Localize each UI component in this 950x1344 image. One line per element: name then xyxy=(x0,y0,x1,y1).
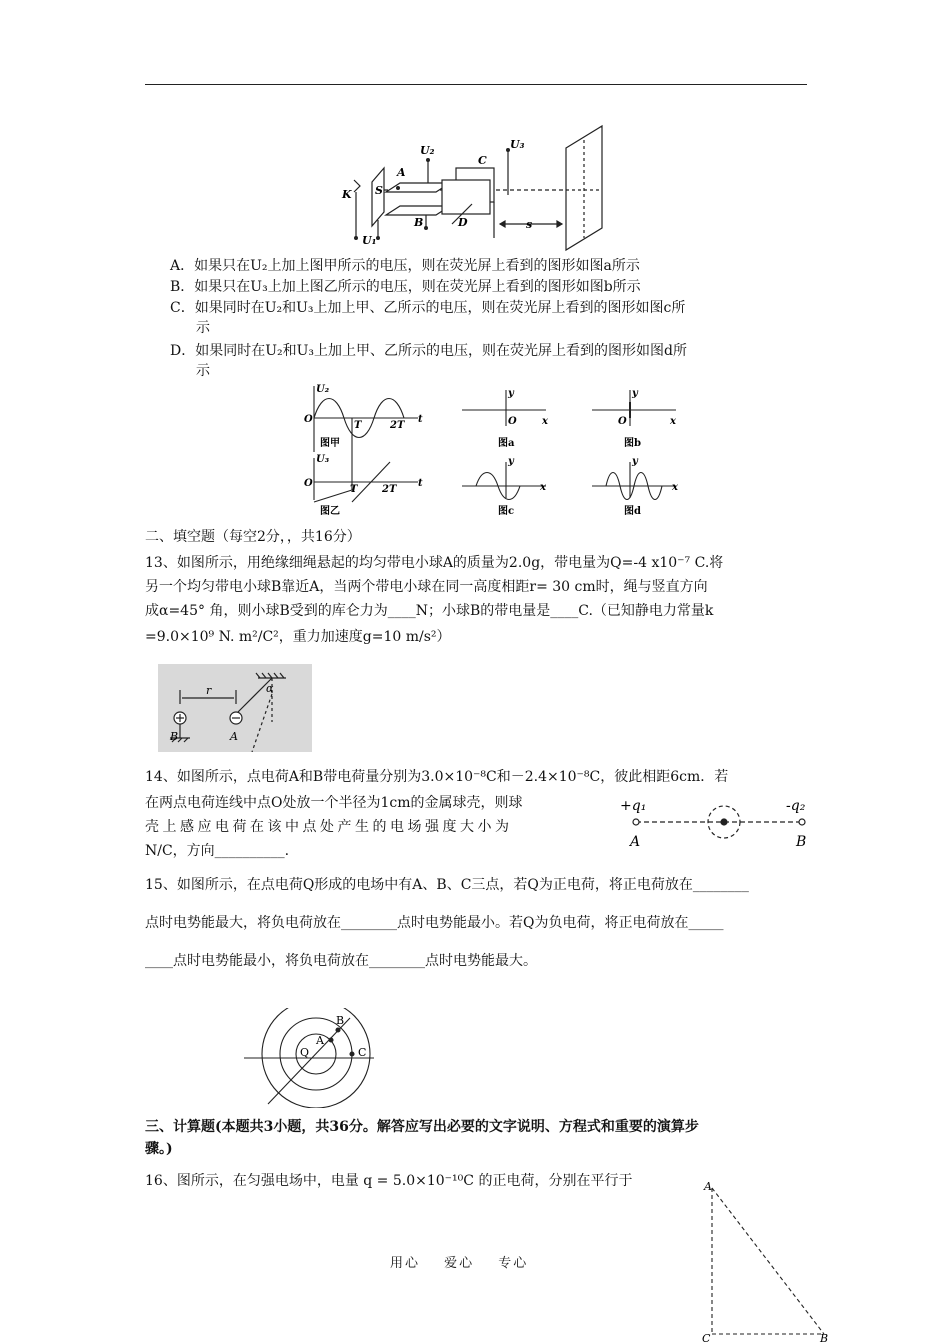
label-U2: U₂ xyxy=(420,144,435,157)
q14-line4: N/C，方向__________. xyxy=(145,843,290,859)
graph-o2: O xyxy=(304,478,313,489)
option-d-line1: D．如果同时在U₂和U₃上加上甲、乙所示的电压，则在荧光屏上看到的图形如图d所 xyxy=(170,343,688,359)
q15-figure xyxy=(240,1008,380,1108)
graph-t-axis2: t xyxy=(418,478,423,489)
q16-label-b: B xyxy=(820,1332,829,1344)
graph-u3: U₃ xyxy=(316,454,330,465)
graph-2t2: 2T xyxy=(382,484,397,495)
graph-t2: T xyxy=(350,484,358,495)
q15-label-b: B xyxy=(336,1014,345,1027)
graph-c-x: x xyxy=(540,482,546,493)
label-U3: U₃ xyxy=(510,138,525,151)
q16-figure xyxy=(700,1178,840,1344)
q14-label-a: A xyxy=(630,834,641,850)
graph-o1: O xyxy=(304,414,313,425)
q15-line1: 15、如图所示，在点电荷Q形成的电场中有A、B、C三点，若Q为正电荷，将正电荷放在________ xyxy=(145,877,749,893)
label-B: B xyxy=(414,216,424,229)
graph-2t1: 2T xyxy=(390,420,405,431)
graph-u2: U₂ xyxy=(316,384,330,395)
header-rule xyxy=(145,84,807,85)
label-S: S xyxy=(375,184,383,197)
q16-line1: 16、图所示，在匀强电场中，电量 q = 5.0×10⁻¹⁰C 的正电荷，分别在平行于 xyxy=(145,1173,633,1189)
graph-t1: T xyxy=(354,420,362,431)
q14-label-q1: +q₁ xyxy=(620,798,647,814)
graph-d-label: 图d xyxy=(624,506,641,517)
option-a: A．如果只在U₂上加上图甲所示的电压，则在荧光屏上看到的图形如图a所示 xyxy=(170,258,640,274)
q15-label-q: Q xyxy=(300,1046,310,1059)
section-3-heading-cont: 骤。) xyxy=(145,1141,173,1157)
graph-d-x: x xyxy=(672,482,678,493)
option-d-line2: 示 xyxy=(196,363,210,379)
q13-line1: 13、如图所示，用绝缘细绳悬起的均匀带电小球A的质量为2.0g，带电量为Q=-4 x10⁻⁷ C.将 xyxy=(145,555,724,571)
graph-c-y: y xyxy=(508,456,514,467)
q14-label-b: B xyxy=(796,834,807,850)
graph-t-axis1: t xyxy=(418,414,423,425)
option-b: B．如果只在U₃上加上图乙所示的电压，则在荧光屏上看到的图形如图b所示 xyxy=(170,279,641,295)
q13-line4: =9.0×10⁹ N. m²/C²，重力加速度g=10 m/s²） xyxy=(145,629,451,645)
graph-a-x: x xyxy=(542,416,548,427)
graph-b-x: x xyxy=(670,416,676,427)
graph-jia-label: 图甲 xyxy=(320,438,340,449)
label-U1: U₁ xyxy=(362,234,377,247)
q16-label-c: C xyxy=(702,1332,711,1344)
graph-d-y: y xyxy=(632,456,638,467)
oscilloscope-diagram xyxy=(338,120,614,255)
label-s: s xyxy=(526,218,533,231)
graph-yi-label: 图乙 xyxy=(320,506,340,517)
q13-label-b: B xyxy=(170,730,179,743)
q13-line3: 成α=45° 角，则小球B受到的库仑力为____N；小球B的带电量是____C.（已知静电力常量k xyxy=(145,603,714,619)
q13-label-r: r xyxy=(206,684,212,697)
q13-line2: 另一个均匀带电小球B靠近A，当两个带电小球在同一高度相距r= 30 cm时，绳与竖直方向 xyxy=(145,579,708,595)
graph-b-label: 图b xyxy=(624,438,641,449)
label-D: D xyxy=(458,216,468,229)
q14-line3: 壳上感应电荷在该中点处产生的电场强度大小为 xyxy=(145,819,513,835)
label-A: A xyxy=(397,166,406,179)
page-footer: 用心 爱心 专心 xyxy=(390,1256,529,1271)
q13-label-a: A xyxy=(230,730,238,743)
label-K: K xyxy=(342,188,352,201)
option-c-line1: C．如果同时在U₂和U₃上加上甲、乙所示的电压，则在荧光屏上看到的图形如图c所 xyxy=(170,300,686,316)
graph-b-o: O xyxy=(618,416,627,427)
graph-a-label: 图a xyxy=(498,438,515,449)
q14-line2: 在两点电荷连线中点O处放一个半径为1cm的金属球壳，则球 xyxy=(145,795,523,811)
q14-line1: 14、如图所示，点电荷A和B带电荷量分别为3.0×10⁻⁸C和－2.4×10⁻⁸C，彼此相距6cm．若 xyxy=(145,769,729,785)
q15-label-a: A xyxy=(316,1034,324,1047)
graph-c-label: 图c xyxy=(498,506,515,517)
q13-figure xyxy=(158,664,312,752)
q14-label-q2: -q₂ xyxy=(786,798,806,814)
q15-line2: 点时电势能最大，将负电荷放在________点时电势能最小。若Q为负电荷，将正电荷放在_____ xyxy=(145,915,724,931)
graph-a-o: O xyxy=(508,416,517,427)
option-c-line2: 示 xyxy=(196,320,210,336)
q15-label-c: C xyxy=(358,1046,367,1059)
q15-line3: ____点时电势能最小，将负电荷放在________点时电势能最大。 xyxy=(145,953,537,969)
q16-label-a: A xyxy=(704,1180,712,1193)
q13-label-alpha: α xyxy=(266,682,274,695)
q14-figure xyxy=(618,796,818,850)
waveform-graphs xyxy=(300,382,690,520)
section-2-heading: 二、填空题（每空2分，，共16分） xyxy=(145,529,361,545)
label-C: C xyxy=(478,154,487,167)
graph-b-y: y xyxy=(632,388,638,399)
section-3-heading: 三、计算题(本题共3小题，共36分。解答应写出必要的文字说明、方程式和重要的演算步 xyxy=(145,1119,699,1135)
graph-a-y: y xyxy=(508,388,514,399)
